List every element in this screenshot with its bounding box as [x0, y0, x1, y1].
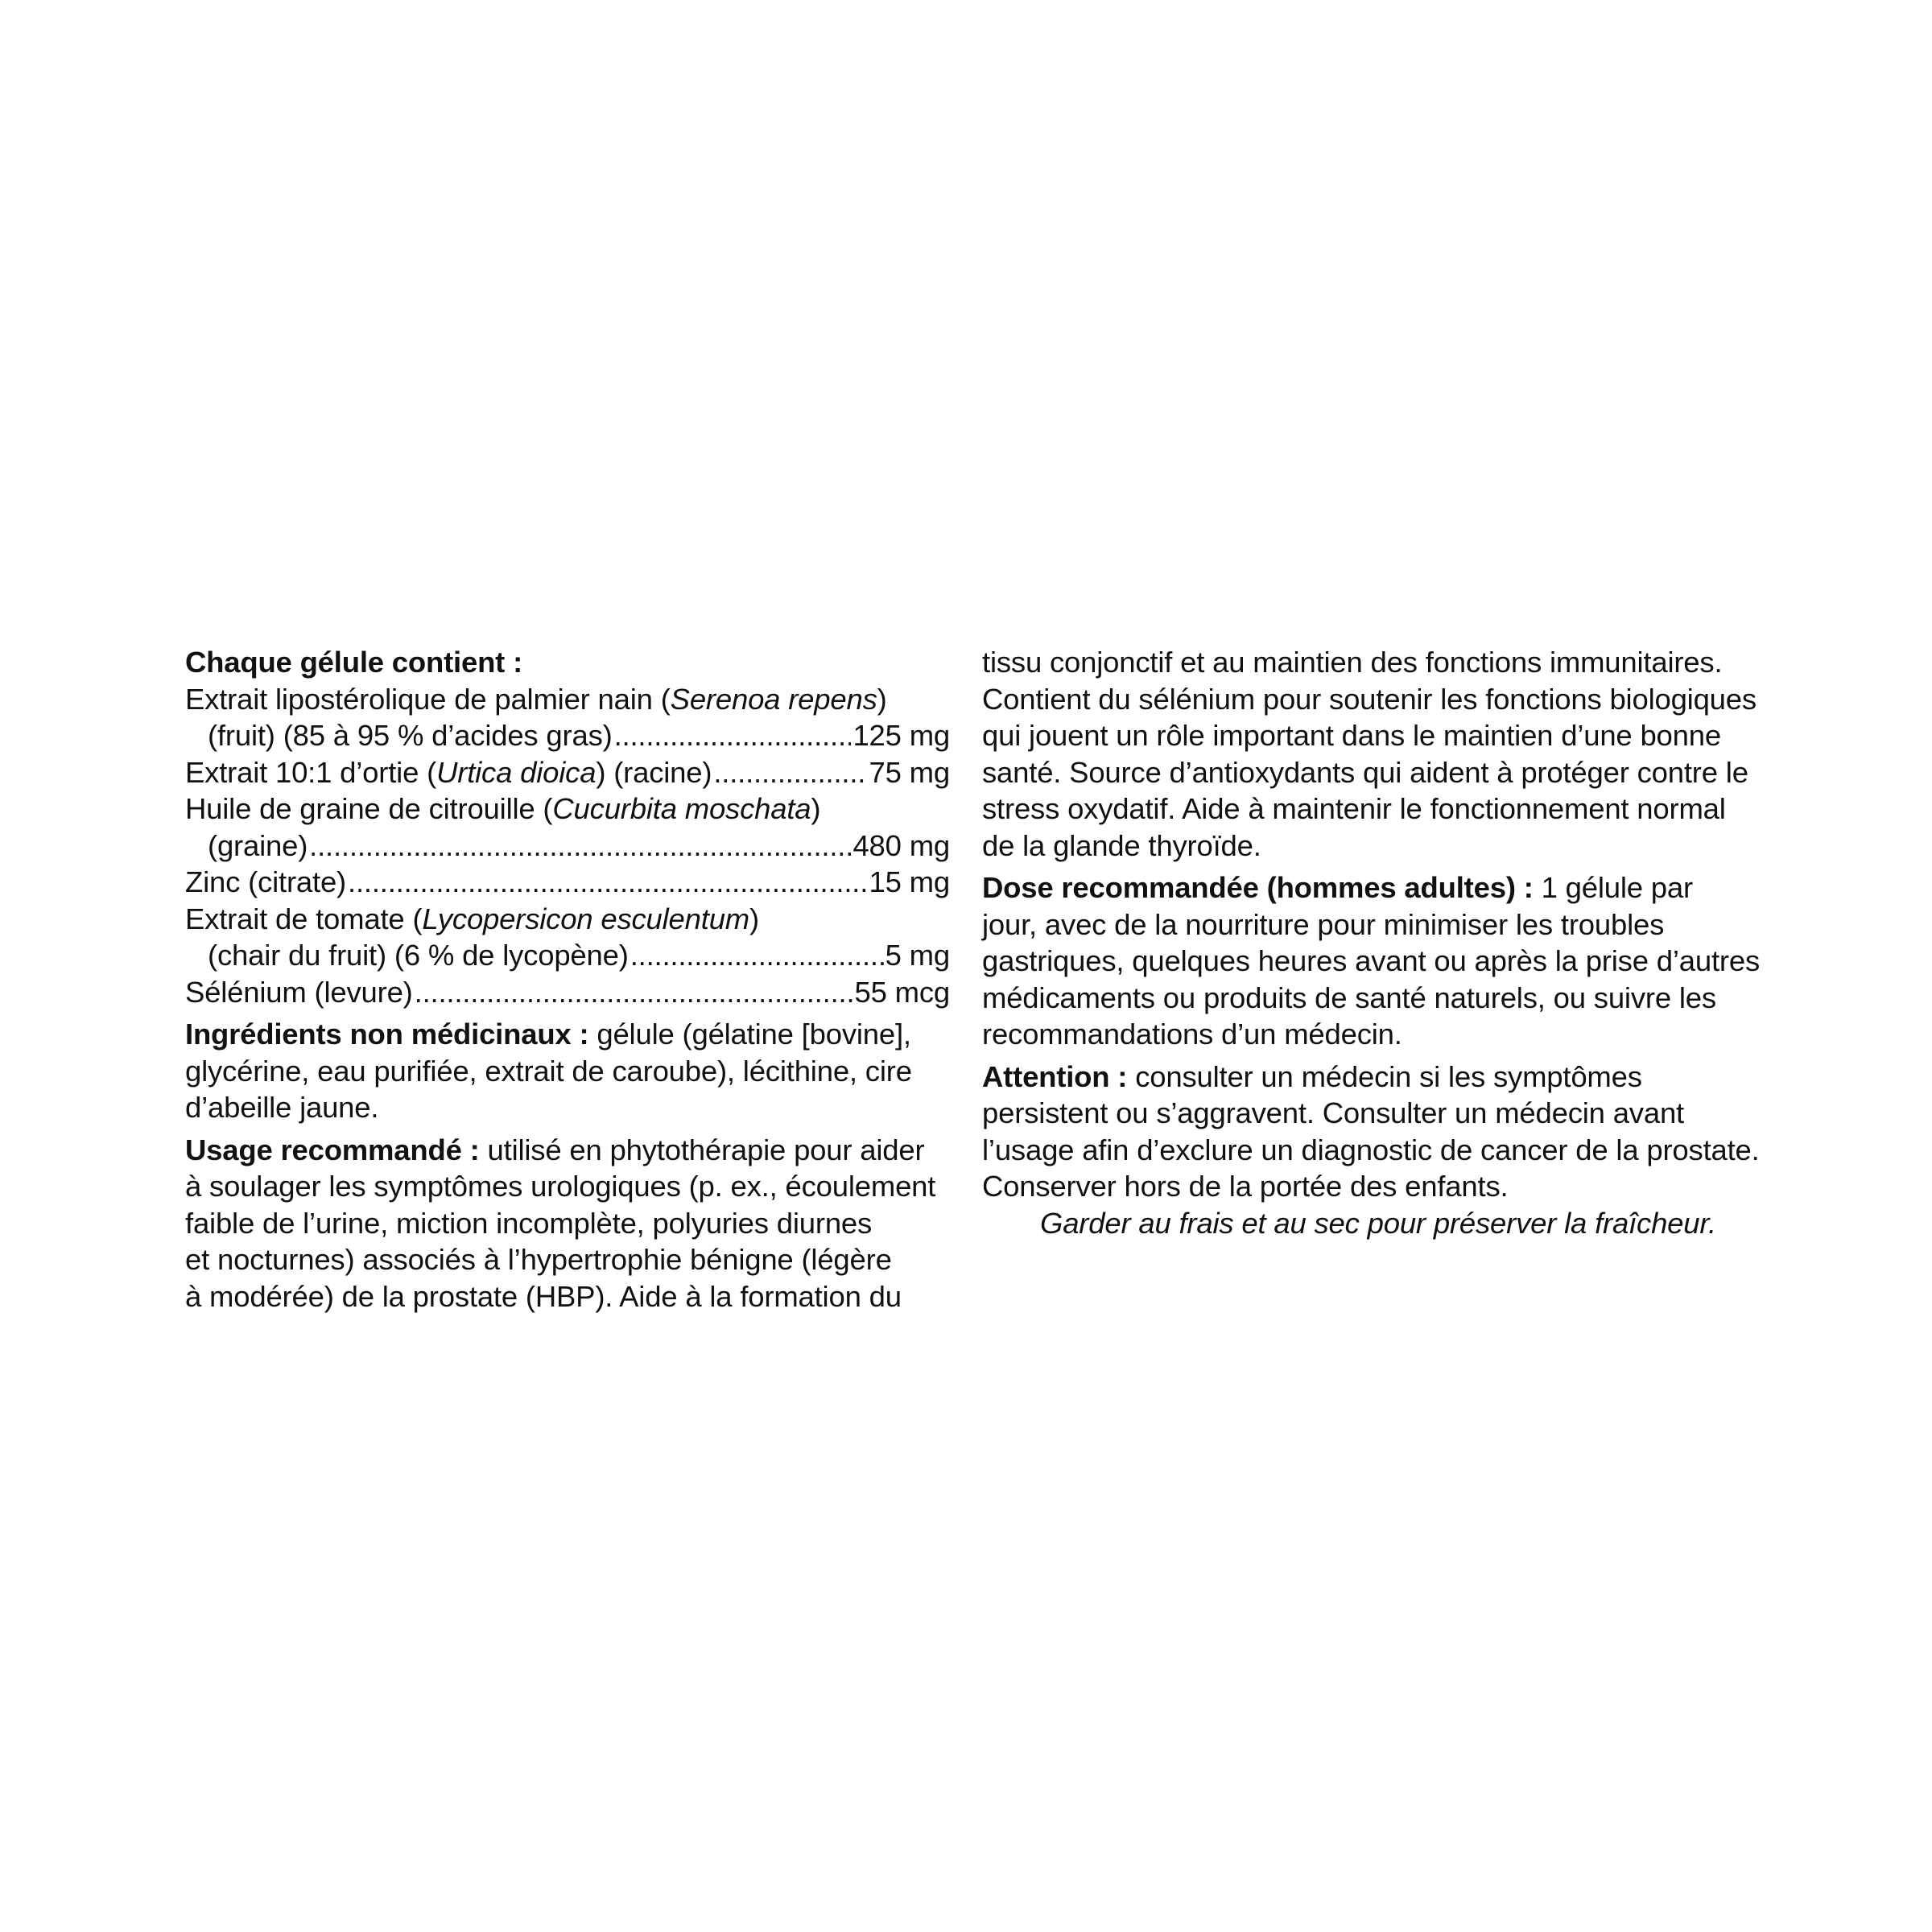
recommended-dose: Dose recommandée (hommes adultes) : 1 gélule par jour, avec de la nourriture pour minimiser les troubles gastriques, quelques heures avant ou après la prise d’autres médicaments ou produits de santé naturels, ou suivre les recommandations d’un médecin. — [982, 871, 1760, 1051]
ingredient-2-amount: 75 mg — [869, 755, 950, 789]
ingredient-6-amount: 55 mcg — [854, 975, 950, 1009]
dot-leader — [309, 828, 851, 865]
dot-leader — [348, 864, 868, 901]
left-column — [185, 644, 950, 1315]
ingredient-1-row — [185, 717, 950, 754]
ingredient-5-amount: 5 mg — [885, 939, 950, 972]
non-medicinal-ingredients: Ingrédients non médicinaux : gélule (gélatine [bovine], glycérine, eau purifiée, extrait de caroube), lécithine, cire d’abeille jaune. — [185, 1018, 912, 1124]
ingredient-6-name: Sélénium (levure) — [185, 975, 413, 1009]
ingredient-2-name: Extrait 10:1 d’ortie (Urtica dioica) (racine) — [185, 755, 712, 789]
recommended-use-continued: tissu conjonctif et au maintien des fonctions immunitaires. Contient du sélénium pour soutenir les fonctions biologiques qui jouent un rôle important dans le maintien d’une bonne santé. Source d’antioxydants qui aident à protéger contre le stress oxydatif. Aide à maintenir le fonctionnement normal de la glande thyroïde. — [982, 646, 1757, 862]
ingredient-3-detail: (graine) — [208, 828, 308, 862]
non-medicinal-label: Ingrédients non médicinaux : — [185, 1018, 589, 1051]
ingredient-4-amount: 15 mg — [869, 865, 950, 898]
ingredient-1-detail: (fruit) (85 à 95 % d’acides gras) — [208, 719, 613, 752]
ingredient-5-name: Extrait de tomate (Lycopersicon esculentum) — [185, 902, 759, 935]
ingredients-heading: Chaque gélule contient : — [185, 646, 523, 679]
ingredient-5-row — [185, 937, 950, 974]
ingredient-4-row — [185, 864, 950, 901]
dot-leader — [630, 937, 884, 974]
recommended-use: Usage recommandé : utilisé en phytothérapie pour aider à soulager les symptômes urologiques (p. ex., écoulement faible de l’urine, miction incomplète, polyuries diurnes et nocturnes) associés à l’hypertrophie bénigne (légère à modérée) de la prostate (HBP). Aide à la formation du — [185, 1133, 936, 1313]
ingredient-2-row — [185, 754, 950, 791]
storage-instructions: Garder au frais et au sec pour préserver la fraîcheur. — [1040, 1206, 1716, 1240]
ingredient-4-name: Zinc (citrate) — [185, 865, 346, 898]
dot-leader — [713, 754, 867, 791]
ingredient-5-detail: (chair du fruit) (6 % de lycopène) — [208, 939, 629, 972]
ingredient-6-row — [185, 974, 950, 1011]
dot-leader — [415, 974, 853, 1011]
ingredient-1-amount: 125 mg — [852, 719, 950, 752]
ingredient-2-latin-name: Urtica dioica — [436, 755, 597, 789]
ingredient-3-amount: 480 mg — [852, 828, 950, 862]
warning: Attention : consulter un médecin si les symptômes persistent ou s’aggravent. Consulter un médecin avant l’usage afin d’exclure un diagnostic de cancer de la prostate. Conserver hors de la portée des enfants. — [982, 1059, 1760, 1203]
ingredient-3-name: Huile de graine de citrouille (Cucurbita moschata) — [185, 792, 821, 825]
ingredient-1-latin-name: Serenoa repens — [670, 682, 877, 716]
right-column — [982, 644, 1767, 1241]
ingredient-3-row — [185, 828, 950, 865]
recommended-use-label: Usage recommandé : — [185, 1133, 480, 1166]
warning-label: Attention : — [982, 1059, 1128, 1093]
recommended-dose-label: Dose recommandée (hommes adultes) : — [982, 871, 1534, 904]
ingredient-3-latin-name: Cucurbita moschata — [552, 792, 811, 825]
ingredient-1-name: Extrait lipostérolique de palmier nain (Serenoa repens) — [185, 682, 887, 716]
ingredient-5-latin-name: Lycopersicon esculentum — [422, 902, 750, 935]
dot-leader — [614, 717, 852, 754]
